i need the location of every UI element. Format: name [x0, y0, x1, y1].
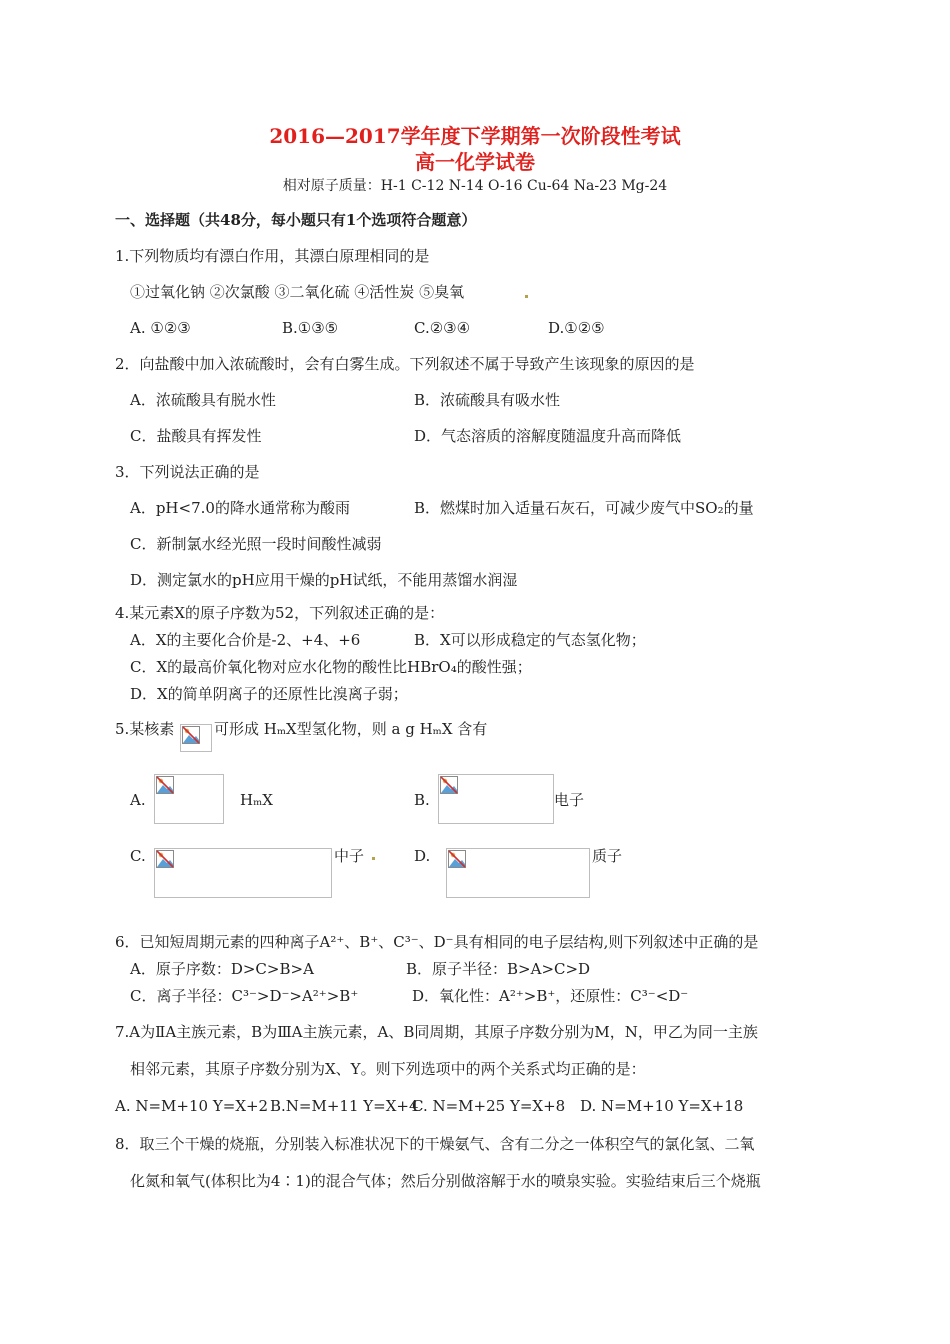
question-5-stem-end: 可形成 HₘX型氢化物，则 a g HₘX 含有: [214, 720, 488, 738]
question-7-stem-line1: 7.A为ⅡA主族元素，B为ⅢA主族元素，A、B同周期，其原子序数分别为M，N，甲乙为同一主族: [115, 1023, 758, 1041]
question-8-stem-line1: 8．取三个干燥的烧瓶，分别装入标准状况下的干燥氨气、含有二分之一体积空气的氯化氢、二氧: [115, 1135, 755, 1153]
question-1-option-a: A. ①②③: [130, 319, 191, 337]
question-2-option-b: B．浓硫酸具有吸水性: [414, 391, 561, 409]
question-4-option-b: B．X可以形成稳定的气态氢化物；: [414, 631, 646, 649]
section-heading: 一、选择题（共48分，每小题只有1个选项符合题意）: [115, 211, 477, 229]
question-3-option-b: B．燃煤时加入适量石灰石，可减少废气中SO₂的量: [414, 499, 754, 517]
broken-image-icon: [156, 850, 174, 868]
question-3-option-d: D．测定氯水的pH应用干燥的pH试纸，不能用蒸馏水润湿: [130, 571, 518, 589]
question-7-stem-line2: 相邻元素，其原子序数分别为X、Y。则下列选项中的两个关系式均正确的是：: [130, 1060, 646, 1078]
question-6-option-d: D．氧化性：A²⁺>B⁺，还原性：C³⁻<D⁻: [412, 987, 689, 1005]
question-7-option-c: C. N=M+25 Y=X+8: [412, 1097, 566, 1115]
question-6-option-c: C．离子半径：C³⁻>D⁻>A²⁺>B⁺: [130, 987, 359, 1005]
question-1-option-d: D.①②⑤: [548, 319, 605, 337]
broken-image-icon: [182, 726, 200, 744]
formula-image-b: [438, 774, 554, 824]
question-5-option-c-suffix: 中子: [334, 847, 365, 865]
stray-mark: [525, 295, 528, 298]
question-7-option-a: A. N=M+10 Y=X+2: [115, 1097, 269, 1115]
question-2-option-c: C．盐酸具有挥发性: [130, 427, 262, 445]
exam-subtitle: 高一化学试卷: [415, 150, 535, 174]
question-7-option-b: B.N=M+11 Y=X+4: [270, 1097, 419, 1115]
question-7-option-d: D. N=M+10 Y=X+18: [580, 1097, 744, 1115]
stray-mark: [372, 857, 375, 860]
question-5-option-a-suffix: HₘX: [240, 791, 273, 809]
broken-image-icon: [448, 850, 466, 868]
formula-image-c: [154, 848, 332, 898]
broken-image-icon: [440, 776, 458, 794]
question-2-stem: 2．向盐酸中加入浓硫酸时，会有白雾生成。下列叙述不属于导致产生该现象的原因的是: [115, 355, 695, 373]
broken-image-icon: [156, 776, 174, 794]
broken-image-placeholder: [180, 724, 212, 752]
atomic-masses: 相对原子质量：H-1 C-12 N-14 O-16 Cu-64 Na-23 Mg-24: [282, 178, 668, 194]
question-5-option-b-label: B.: [414, 791, 430, 809]
question-4-option-d: D．X的简单阴离子的还原性比溴离子弱；: [130, 685, 408, 703]
question-6-stem: 6．已知短周期元素的四种离子A²⁺、B⁺、C³⁻、D⁻具有相同的电子层结构,则下列叙述中正确的是: [115, 933, 759, 951]
question-4-option-c: C．X的最高价氧化物对应水化物的酸性比HBrO₄的酸性强；: [130, 658, 532, 676]
question-3-option-c: C．新制氯水经光照一段时间酸性减弱: [130, 535, 382, 553]
question-5-option-a-label: A.: [130, 791, 146, 809]
question-1-stem: 1.下列物质均有漂白作用，其漂白原理相同的是: [115, 247, 430, 265]
question-4-stem: 4.某元素X的原子序数为52，下列叙述正确的是：: [115, 604, 445, 622]
question-8-stem-line2: 化氮和氧气(体积比为4∶1)的混合气体；然后分别做溶解于水的喷泉实验。实验结束后三个烧瓶: [130, 1172, 761, 1190]
question-3-option-a: A．pH<7.0的降水通常称为酸雨: [130, 499, 350, 517]
formula-image-d: [446, 848, 590, 898]
question-2-option-d: D．气态溶质的溶解度随温度升高而降低: [414, 427, 682, 445]
question-2-option-a: A．浓硫酸具有脱水性: [130, 391, 276, 409]
question-1-option-b: B.①③⑤: [282, 319, 339, 337]
question-4-option-a: A．X的主要化合价是-2、+4、+6: [130, 631, 361, 649]
question-1-option-c: C.②③④: [414, 319, 471, 337]
question-5-option-c-label: C.: [130, 847, 146, 865]
question-1-items: ①过氧化钠 ②次氯酸 ③二氧化硫 ④活性炭 ⑤臭氧: [130, 283, 465, 301]
question-5-option-d-label: D.: [414, 847, 431, 865]
question-5-option-b-suffix: 电子: [554, 791, 585, 809]
question-5-option-d-suffix: 质子: [592, 847, 623, 865]
question-3-stem: 3．下列说法正确的是: [115, 463, 260, 481]
question-6-option-b: B．原子半径：B>A>C>D: [406, 960, 591, 978]
formula-image-a: [154, 774, 224, 824]
question-5-stem-start: 5.某核素: [115, 720, 175, 738]
exam-title: 2016—2017学年度下学期第一次阶段性考试: [269, 124, 681, 148]
question-6-option-a: A．原子序数：D>C>B>A: [130, 960, 314, 978]
